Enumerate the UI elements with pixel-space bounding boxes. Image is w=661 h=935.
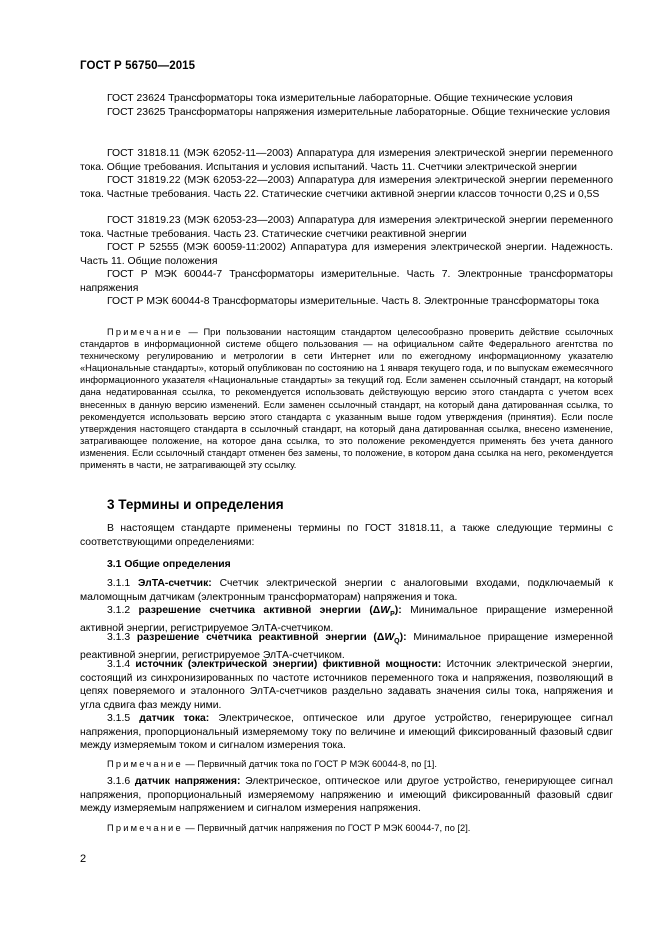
reference-item: ГОСТ Р МЭК 60044-8 Трансформаторы измерительные. Часть 8. Электронные трансформаторы тока	[107, 296, 600, 307]
term-name: датчик напряжения:	[134, 776, 241, 787]
reference-item: ГОСТ 31819.22 (МЭК 62053-22—2003) Аппаратура для измерения электрической энергии переменного тока. Частные требования. Часть 22. Статические счетчики активной энергии классов точности 0,2S и 0,5S	[80, 175, 613, 200]
subsection-title: 3.1 Общие определения	[107, 559, 231, 570]
note-text: При пользовании настоящим стандартом целесообразно проверить действие ссылочных стандартов в информационной системе общего пользования — на официальном сайте Федерального агентства по техническому регулированию и метрологии в сети Интернет или по ежегодному информационному указателю «Национальные стандарты», который опубликован по состоянию на 1 января текущего года, и по выпускам ежемесячного информационного указателя «Национальные стандарты» за текущий год. Если заменен ссылочный стандарт, на который дана недатированная ссылка, то рекомендуется использовать действующую версию этого стандарта с учетом всех внесенных в данную версию изменений. Если заменен ссылочный стандарт, на который дана датированная ссылка, то рекомендуется использовать версию этого стандарта с указанным выше годом утверждения (принятия). Если после утверждения настоящего стандарта в ссылочный стандарт, на который дана датированная ссылка, внесено изменение, затрагивающее положение, на которое дана ссылка, то это положение рекомендуется применять без учета данного изменения. Если ссылочный стандарт отменен без замены, то положение, в котором дана ссылка на него, рекомендуется применять в части, не затрагивающей эту ссылку.	[80, 327, 613, 471]
section-title: 3 Термины и определения	[107, 497, 284, 512]
reference-item: ГОСТ 31819.23 (МЭК 62053-23—2003) Аппаратура для измерения электрической энергии переменного тока. Частные требования. Часть 23. Статические счетчики реактивной энергии	[80, 215, 613, 240]
term-name: ЭлТА-счетчик:	[137, 578, 212, 589]
term-definition: 3.1.5 датчик тока: Электрическое, оптическое или другое устройство, генерирующее сигнал напряжения, пропорциональный измеряемому току по величине и имеющий фиксированный фазовый сдвиг между измеряемым током и сигналом измерения тока.	[80, 713, 613, 752]
section-intro: В настоящем стандарте применены термины по ГОСТ 31818.11, а также следующие термины с соответствующими определениями:	[80, 523, 613, 548]
term-definition: 3.1.6 датчик напряжения: Электрическое, оптическое или другое устройство, генерирующее сигнал напряжения, пропорциональный измеряемому напряжению и имеющий фиксированный фазовый сдвиг между измеряемым напряжением и сигналом измерения напряжения.	[80, 776, 613, 815]
term-name: источник (электрической энергии) фиктивной мощности:	[135, 659, 442, 670]
reference-item: ГОСТ Р 52555 (МЭК 60059-11:2002) Аппаратура для измерения электрической энергии. Надежность. Часть 11. Общие положения	[80, 242, 613, 267]
note-label: Примечание	[107, 327, 183, 337]
page-number: 2	[80, 853, 87, 865]
reference-item: ГОСТ 23625 Трансформаторы напряжения измерительные лабораторные. Общие технические условия	[107, 107, 611, 118]
term-definition: 3.1.4 источник (электрической энергии) фиктивной мощности: Источник электрической энергии, состоящий из синхронизированных по частоте источников переменного тока и напряжения, позволяющий в цепях поверяемого и эталонного ЭлТА-счетчиков раздельно задавать значения силы тока, напряжения и угла сдвига фаз между ними.	[80, 659, 614, 712]
term-definition: 3.1.2 разрешение счетчика активной энергии $(\Delta W_P)$: Минимальное приращение измеренной активной энергии, регистрируемое ЭлТА-счетчиком.	[80, 605, 614, 634]
note-voltage-sensor: Примечание — Первичный датчик напряжения по ГОСТ Р МЭК 60044-7, по [2].	[107, 823, 471, 833]
term-definition: 3.1.3 разрешение счетчика реактивной энергии $(\Delta W_Q)$: Минимальное приращение измеренной реактивной энергии, регистрируемое ЭлТА-счетчиком.	[80, 632, 614, 661]
term-name: датчик тока:	[139, 713, 210, 724]
document-header: ГОСТ Р 56750—2015	[80, 60, 196, 72]
term-name: разрешение счетчика активной энергии	[138, 605, 361, 616]
term-name: разрешение счетчика реактивной энергии	[136, 632, 367, 643]
reference-item: ГОСТ Р МЭК 60044-7 Трансформаторы измерительные. Часть 7. Электронные трансформаторы напряжения	[80, 269, 613, 294]
note-references: Примечание — При пользовании настоящим стандартом целесообразно проверить действие ссылочных стандартов в информационной системе общего пользования — на официальном сайте Федерального агентства по техническому регулированию и метрологии в сети Интернет или по ежегодному информационному указателю «Национальные стандарты», который опубликован по состоянию на 1 января текущего года, и по выпускам ежемесячного информационного указателя «Национальные стандарты» за текущий год. Если заменен ссылочный стандарт, на который дана недатированная ссылка, то рекомендуется использовать действующую версию этого стандарта с учетом всех внесенных в данную версию изменений. Если заменен ссылочный стандарт, на который дана датированная ссылка, то рекомендуется использовать версию этого стандарта с указанным выше годом утверждения (принятия). Если после утверждения настоящего стандарта в ссылочный стандарт, на который дана датированная ссылка, внесено изменение, затрагивающее положение, на которое дана ссылка, то это положение рекомендуется применять без учета данного изменения. Если ссылочный стандарт отменен без замены, то положение, в котором дана ссылка на него, рекомендуется применять в части, не затрагивающей эту ссылку.	[80, 327, 613, 471]
reference-item: ГОСТ 23624 Трансформаторы тока измерительные лабораторные. Общие технические условия	[107, 93, 573, 104]
note-label: Примечание	[107, 759, 183, 769]
note-current-sensor: Примечание — Первичный датчик тока по ГОСТ Р МЭК 60044-8, по [1].	[107, 759, 437, 769]
reference-item: ГОСТ 31818.11 (МЭК 62052-11—2003) Аппаратура для измерения электрической энергии переменного тока. Общие требования. Испытания и условия испытаний. Часть 11. Счетчики электрической энергии	[80, 148, 613, 173]
note-label: Примечание	[107, 823, 183, 833]
term-definition: 3.1.1 ЭлТА-счетчик: Счетчик электрической энергии с аналоговыми входами, подключаемый к маломощным датчикам (электронным трансформаторам) напряжения и тока.	[80, 578, 613, 603]
